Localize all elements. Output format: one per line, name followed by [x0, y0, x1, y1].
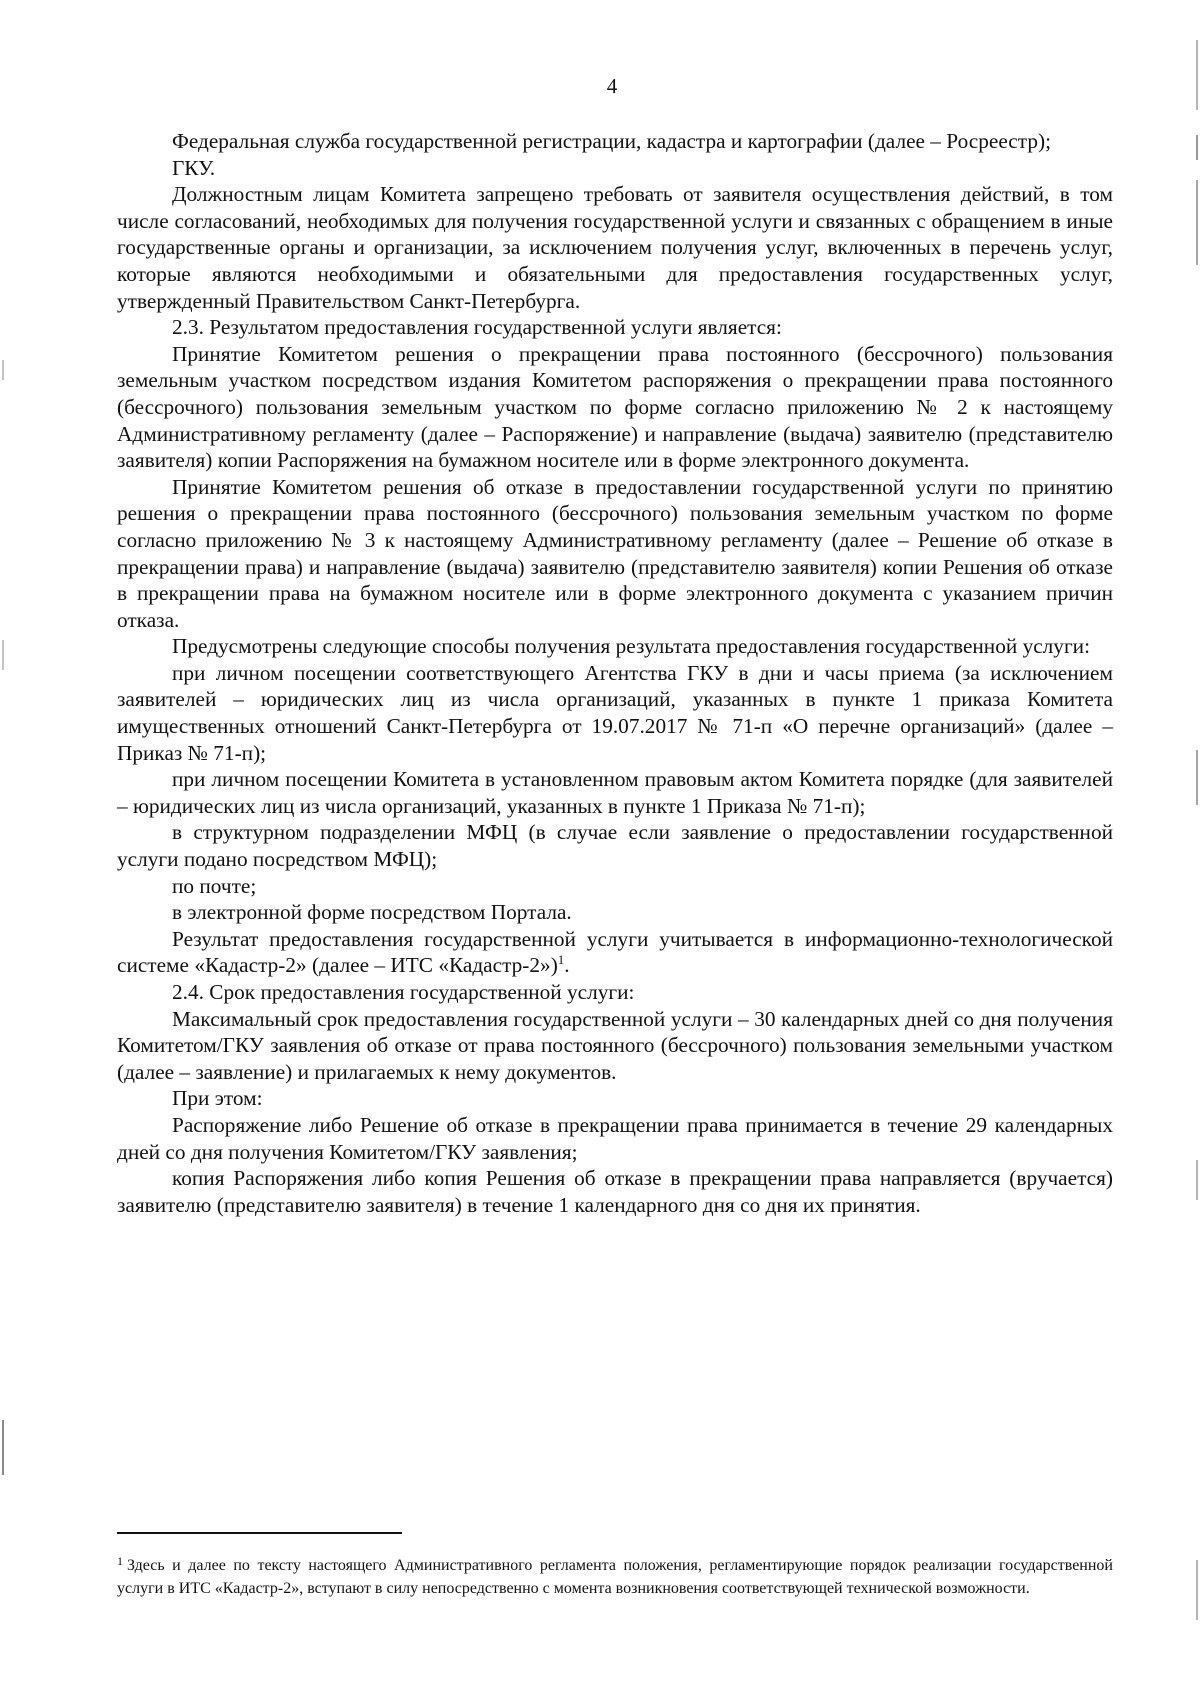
- scan-edge-mark: [1196, 40, 1198, 110]
- list-item-mfc: в структурном подразделении МФЦ (в случае если заявление о предоставлении государственной услуги подано посредством МФЦ);: [117, 820, 1113, 872]
- paragraph-rosreestr: Федеральная служба государственной регистрации, кадастра и картографии (далее – Росреестр);: [172, 129, 1051, 153]
- paragraph-in-this-case: При этом:: [172, 1086, 263, 1111]
- footnote-mark: 1: [117, 1554, 123, 1568]
- scan-edge-mark: [1196, 1160, 1198, 1200]
- page-number: 4: [606, 74, 618, 98]
- document-body: [117, 128, 1113, 1218]
- section-heading-2-4: 2.4. Срок предоставления государственной услуги:: [172, 980, 635, 1004]
- scan-edge-mark: [1196, 1560, 1198, 1620]
- paragraph-copy-sent: копия Распоряжения либо копия Решения об отказе в прекращении права направляется (вручается) заявителю (представителю заявителя) в течение 1 календарного дня со дня их принятия.: [117, 1166, 1113, 1217]
- paragraph-gku: ГКУ.: [172, 155, 216, 180]
- scan-edge-mark: [1196, 180, 1198, 265]
- footnote-reference-trailing: .: [564, 953, 570, 978]
- paragraph-methods-intro: Предусмотрены следующие способы получения результата предоставления государственной услуги:: [172, 634, 1091, 659]
- footnote-reference: 1: [557, 952, 565, 968]
- list-item-agency-visit: при личном посещении соответствующего Агентства ГКУ в дни и часы приема (за исключением заявителей – юридических лиц из числа организаций, указанных в пункте 1 приказа Комитета имущественных отношений Санкт-Петербурга от 19.07.2017 № 71-п «О перечне организаций» (далее – Приказ № 71-п);: [117, 660, 1113, 765]
- paragraph-29-days: Распоряжение либо Решение об отказе в прекращении права принимается в течение 29 календарных дней со дня получения Комитетом/ГКУ заявления;: [117, 1112, 1113, 1164]
- scan-edge-mark: [2, 360, 4, 380]
- paragraph-decision-termination: Принятие Комитетом решения о прекращении права постоянного (бессрочного) пользования земельным участком посредством издания Комитетом распоряжения о прекращении права постоянного (бессрочного) пользования земельным участком по форме согласно приложению № 2 к настоящему Административному регламенту (далее – Распоряжение) и направление (выдача) заявителю (представителю заявителя) копии Распоряжения на бумажном носителе или в форме электронного документа.: [117, 341, 1113, 473]
- footnote-text: Здесь и далее по тексту настоящего Административного регламента положения, регламентирующие порядок реализации государственной услуги в ИТС «Кадастр-2», вступают в силу непосредственно с момента возникновения соответствующей технической возможности.: [117, 1557, 1113, 1597]
- footnote-separator: [117, 1532, 402, 1534]
- paragraph-prohibition: Должностным лицам Комитета запрещено требовать от заявителя осуществления действий, в том числе согласований, необходимых для получения государственной услуги и связанных с обращением в иные государственные органы и организации, за исключением получения услуг, включенных в перечень услуг, которые являются необходимыми и обязательными для предоставления государственных услуг, утвержденный Правительством Санкт-Петербурга.: [117, 182, 1113, 313]
- scan-edge-mark: [1196, 135, 1198, 160]
- paragraph-max-term: Максимальный срок предоставления государственной услуги – 30 календарных дней со дня получения Комитетом/ГКУ заявления об отказе от права постоянного (бессрочного) пользования земельными участком (далее – заявление) и прилагаемых к нему документов.: [117, 1006, 1113, 1084]
- list-item-post: по почте;: [172, 873, 257, 898]
- paragraph-its-kadastr-text: Результат предоставления государственной услуги учитывается в информационно-технологической системе «Кадастр-2» (далее – ИТС «Кадастр-2»): [117, 926, 1113, 978]
- paragraph-its-kadastr: [117, 926, 1113, 979]
- scan-edge-mark: [1196, 750, 1198, 805]
- list-item-committee-visit: при личном посещении Комитета в установленном правовым актом Комитета порядке (для заявителей – юридических лиц из числа организаций, указанных в пункте 1 Приказа № 71-п);: [117, 767, 1113, 818]
- scan-edge-mark: [2, 1420, 4, 1475]
- scan-edge-mark: [2, 640, 4, 670]
- paragraph-decision-refusal: Принятие Комитетом решения об отказе в предоставлении государственной услуги по принятию решения о прекращении права постоянного (бессрочного) пользования земельным участком по форме согласно приложению № 3 к настоящему Административному регламенту (далее – Решение об отказе в прекращении права) и направление (выдача) заявителю (представителю заявителя) копии Решения об отказе в прекращении права на бумажном носителе или в форме электронного документа с указанием причин отказа.: [117, 474, 1113, 632]
- section-heading-2-3: 2.3. Результатом предоставления государственной услуги является:: [172, 315, 782, 340]
- footnote: [117, 1550, 1113, 1600]
- list-item-portal: в электронной форме посредством Портала.: [172, 900, 572, 925]
